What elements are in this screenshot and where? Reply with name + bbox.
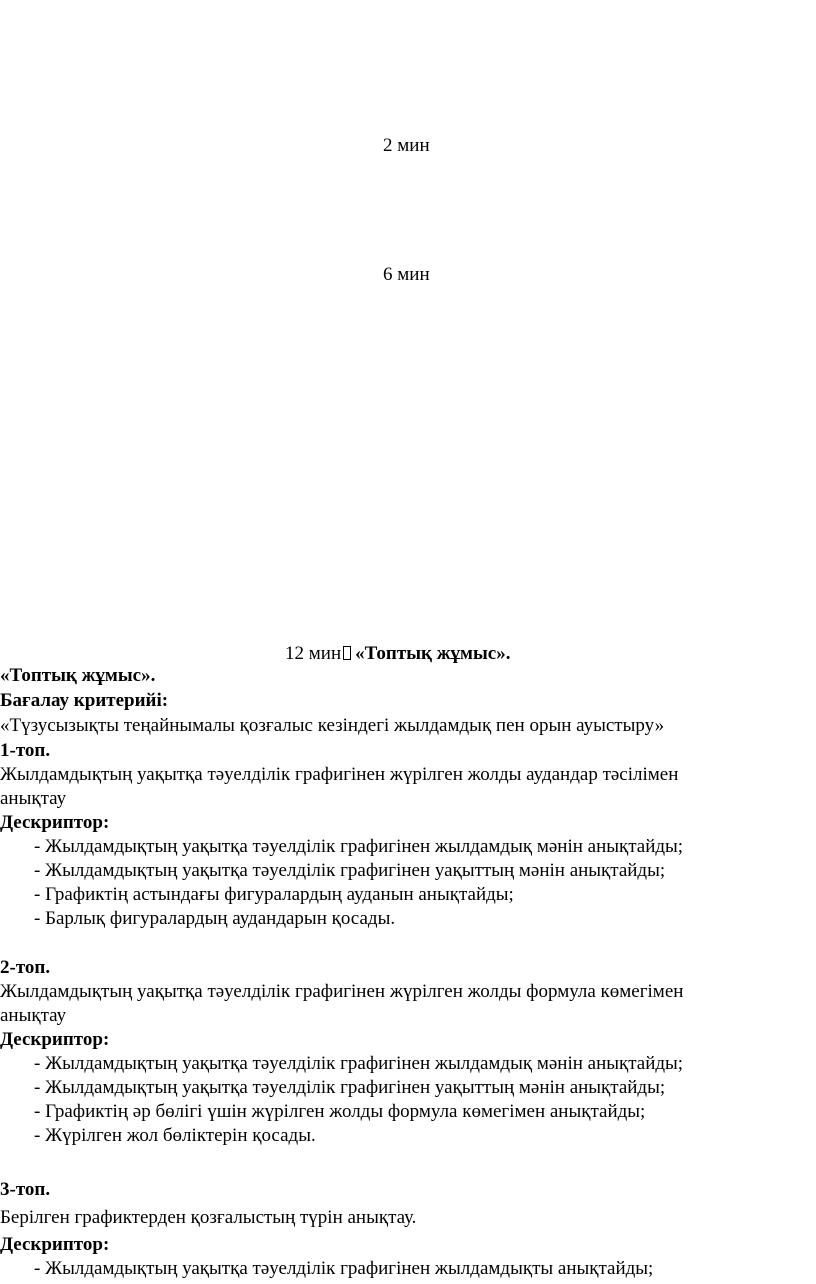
group-2-title: 2-топ. — [0, 957, 51, 978]
group-1-descriptor-item: - Графиктің астындағы фигуралардың ауданын анықтайды; — [34, 884, 514, 905]
group-3-descriptor-label: Дескриптор: — [0, 1234, 110, 1255]
group-2-descriptor-label: Дескриптор: — [0, 1029, 110, 1050]
missing-glyph-icon — [343, 646, 351, 660]
group-3-task-line-1: Берілген графиктерден қозғалыстың түрін анықтау. — [0, 1207, 417, 1228]
group-3-descriptor-item: - Жылдамдықтың уақытқа тәуелділік графигінен жылдамдықты анықтайды; — [34, 1258, 654, 1279]
criteria-text: «Түзусызықты теңайнымалы қозғалыс кезіндегі жылдамдық пен орын ауыстыру» — [0, 715, 665, 736]
group-1-title: 1-топ. — [0, 740, 51, 761]
group-1-descriptor-item: - Жылдамдықтың уақытқа тәуелділік графигінен уақыттың мәнін анықтайды; — [34, 860, 666, 881]
group-2-task-line-1: Жылдамдықтың уақытқа тәуелділік графигінен жүрілген жолды формула көмегімен — [0, 981, 684, 1002]
section-heading: «Топтық жұмыс». — [355, 643, 511, 664]
group-1-descriptor-label: Дескриптор: — [0, 812, 110, 833]
group-1-task-line-1: Жылдамдықтың уақытқа тәуелділік графигінен жүрілген жолды аудандар тәсілімен — [0, 764, 679, 785]
group-2-descriptor-item: - Жылдамдықтың уақытқа тәуелділік графигінен уақыттың мәнін анықтайды; — [34, 1077, 666, 1098]
group-3-title: 3-топ. — [0, 1179, 51, 1200]
work-title: «Топтық жұмыс». — [0, 665, 156, 686]
group-1-task-line-2: анықтау — [0, 788, 67, 809]
criteria-label: Бағалау критерийі: — [0, 690, 169, 711]
timing-row-12-min — [285, 642, 510, 666]
group-2-descriptor-item: - Жылдамдықтың уақытқа тәуелділік графигінен жылдамдық мәнін анықтайды; — [34, 1053, 684, 1074]
group-2-descriptor-item: - Жүрілген жол бөліктерін қосады. — [34, 1125, 316, 1146]
group-1-descriptor-item: - Барлық фигуралардың аудандарын қосады. — [34, 908, 396, 929]
timing-6-min: 6 мин — [383, 264, 430, 285]
timing-12-min: 12 мин — [285, 643, 342, 664]
timing-2-min: 2 мин — [383, 135, 430, 156]
group-1-descriptor-item: - Жылдамдықтың уақытқа тәуелділік графигінен жылдамдық мәнін анықтайды; — [34, 836, 684, 857]
group-2-task-line-2: анықтау — [0, 1005, 67, 1026]
group-2-descriptor-item: - Графиктің әр бөлігі үшін жүрілген жолды формула көмегімен анықтайды; — [34, 1101, 646, 1122]
